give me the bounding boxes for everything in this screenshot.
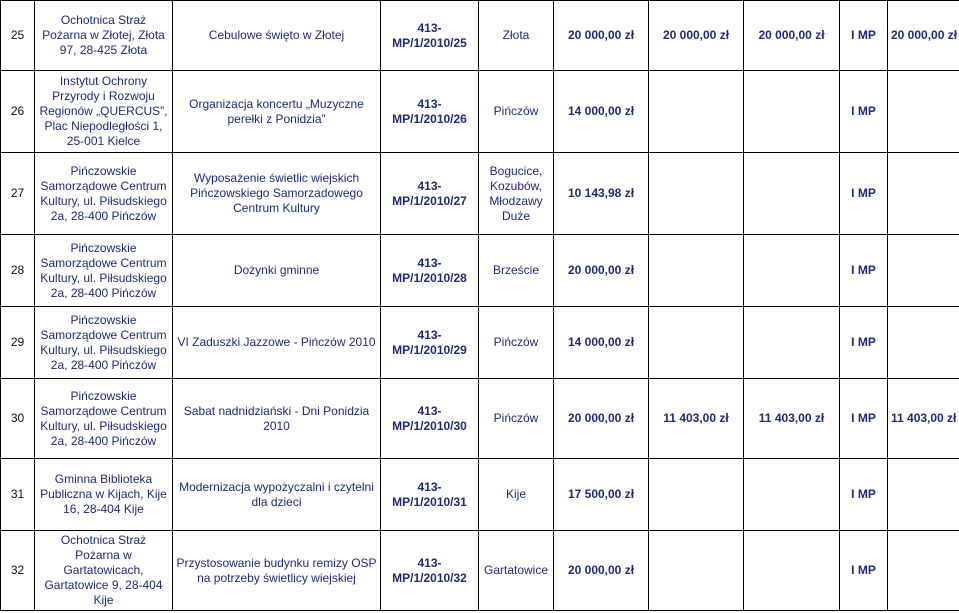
amount-requested-cell: 10 143,98 zł: [554, 153, 649, 235]
applicant-cell: Ochotnica Straż Pożarna w Gartatowicach, Gartatowice 9, 28-404 Kije: [35, 531, 173, 611]
place-cell: Pińczów: [479, 379, 554, 459]
application-code-cell: 413-MP/1/2010/30: [381, 379, 479, 459]
application-code-cell: 413-MP/1/2010/29: [381, 307, 479, 379]
place-cell: Brzeście: [479, 235, 554, 307]
amount-approved-cell: [744, 71, 840, 153]
amount-granted-cell: [649, 71, 744, 153]
amount-requested-cell: 20 000,00 zł: [554, 1, 649, 71]
task-title-cell: Wyposażenie świetlic wiejskich Pińczowskiego Samorzadowego Centrum Kultury: [173, 153, 381, 235]
applicant-cell: Pińczowskie Samorządowe Centrum Kultury, ul. Piłsudskiego 2a, 28-400 Pińczów: [35, 235, 173, 307]
application-code-cell: 413-MP/1/2010/32: [381, 531, 479, 611]
task-title-cell: Przystosowanie budynku remizy OSP na potrzeby świetlicy wiejskiej: [173, 531, 381, 611]
place-cell: Pińczów: [479, 71, 554, 153]
place-cell: Kije: [479, 459, 554, 531]
amount-final-cell: [888, 235, 959, 307]
row-number: 25: [1, 1, 35, 71]
table-row: [1, 235, 959, 307]
measure-cell: I MP: [840, 1, 888, 71]
amount-requested-cell: 17 500,00 zł: [554, 459, 649, 531]
applicant-cell: Instytut Ochrony Przyrody i Rozwoju Regionów „QUERCUS”, Plac Niepodległości 1, 25-001 Kielce: [35, 71, 173, 153]
task-title-cell: VI Zaduszki Jazzowe - Pińczów 2010: [173, 307, 381, 379]
amount-approved-cell: [744, 459, 840, 531]
row-number: 31: [1, 459, 35, 531]
row-number: 30: [1, 379, 35, 459]
applicant-cell: Ochotnica Straż Pożarna w Złotej, Złota 97, 28-425 Złota: [35, 1, 173, 71]
task-title-cell: Sabat nadnidziański - Dni Ponidzia 2010: [173, 379, 381, 459]
table-row: [1, 1, 959, 71]
task-title-cell: Dożynki gminne: [173, 235, 381, 307]
place-cell: Pińczów: [479, 307, 554, 379]
task-title-cell: Modernizacja wypożyczalni i czytelni dla dzieci: [173, 459, 381, 531]
place-cell: Złota: [479, 1, 554, 71]
amount-granted-cell: [649, 153, 744, 235]
amount-requested-cell: 14 000,00 zł: [554, 307, 649, 379]
row-number: 32: [1, 531, 35, 611]
application-code-cell: 413-MP/1/2010/27: [381, 153, 479, 235]
amount-granted-cell: [649, 235, 744, 307]
table-body: [1, 1, 959, 611]
amount-requested-cell: 20 000,00 zł: [554, 379, 649, 459]
amount-granted-cell: 11 403,00 zł: [649, 379, 744, 459]
table-row: [1, 379, 959, 459]
measure-cell: I MP: [840, 71, 888, 153]
amount-requested-cell: 14 000,00 zł: [554, 71, 649, 153]
amount-granted-cell: 20 000,00 zł: [649, 1, 744, 71]
amount-final-cell: [888, 307, 959, 379]
applicant-cell: Pińczowskie Samorządowe Centrum Kultury, ul. Piłsudskiego 2a, 28-400 Pińczów: [35, 379, 173, 459]
application-code-cell: 413-MP/1/2010/26: [381, 71, 479, 153]
amount-final-cell: 11 403,00 zł: [888, 379, 959, 459]
amount-granted-cell: [649, 531, 744, 611]
amount-granted-cell: [649, 307, 744, 379]
amount-approved-cell: [744, 531, 840, 611]
amount-final-cell: [888, 459, 959, 531]
amount-requested-cell: 20 000,00 zł: [554, 235, 649, 307]
application-code-cell: 413-MP/1/2010/31: [381, 459, 479, 531]
applicant-cell: Pińczowskie Samorządowe Centrum Kultury, ul. Piłsudskiego 2a, 28-400 Pińczów: [35, 307, 173, 379]
row-number: 28: [1, 235, 35, 307]
amount-approved-cell: [744, 153, 840, 235]
measure-cell: I MP: [840, 531, 888, 611]
row-number: 26: [1, 71, 35, 153]
amount-final-cell: [888, 531, 959, 611]
amount-approved-cell: 11 403,00 zł: [744, 379, 840, 459]
amount-final-cell: [888, 153, 959, 235]
applicant-cell: Pińczowskie Samorządowe Centrum Kultury, ul. Piłsudskiego 2a, 28-400 Pińczów: [35, 153, 173, 235]
amount-final-cell: 20 000,00 zł: [888, 1, 959, 71]
task-title-cell: Organizacja koncertu „Muzyczne perełki z Ponidzia”: [173, 71, 381, 153]
table-row: [1, 153, 959, 235]
application-code-cell: 413-MP/1/2010/28: [381, 235, 479, 307]
table-row: [1, 459, 959, 531]
measure-cell: I MP: [840, 235, 888, 307]
amount-approved-cell: [744, 235, 840, 307]
measure-cell: I MP: [840, 379, 888, 459]
amount-final-cell: [888, 71, 959, 153]
amount-approved-cell: [744, 307, 840, 379]
application-code-cell: 413-MP/1/2010/25: [381, 1, 479, 71]
table-row: [1, 71, 959, 153]
amount-granted-cell: [649, 459, 744, 531]
table-row: [1, 531, 959, 611]
row-number: 27: [1, 153, 35, 235]
measure-cell: I MP: [840, 153, 888, 235]
task-title-cell: Cebulowe święto w Złotej: [173, 1, 381, 71]
place-cell: Bogucice, Kozubów, Młodzawy Duże: [479, 153, 554, 235]
table-row: [1, 307, 959, 379]
measure-cell: I MP: [840, 459, 888, 531]
amount-approved-cell: 20 000,00 zł: [744, 1, 840, 71]
measure-cell: I MP: [840, 307, 888, 379]
applicant-cell: Gminna Biblioteka Publiczna w Kijach, Kije 16, 28-404 Kije: [35, 459, 173, 531]
place-cell: Gartatowice: [479, 531, 554, 611]
amount-requested-cell: 20 000,00 zł: [554, 531, 649, 611]
row-number: 29: [1, 307, 35, 379]
